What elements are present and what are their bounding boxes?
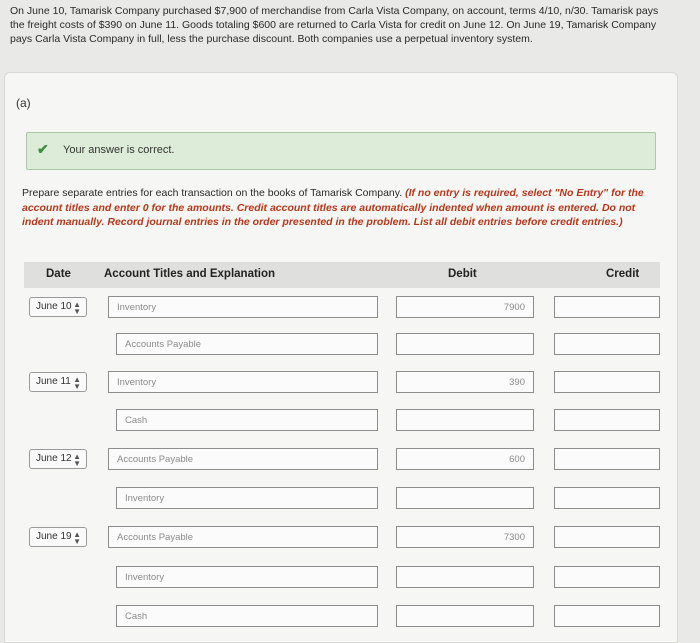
updown-arrows-icon: ▲ ▼ xyxy=(73,530,81,546)
checkmark-icon: ✔ xyxy=(37,141,49,157)
credit-amount-input[interactable] xyxy=(554,566,660,588)
header-credit: Credit xyxy=(606,268,640,280)
updown-arrows-icon: ▲ ▼ xyxy=(73,452,81,468)
account-title-input[interactable]: Inventory xyxy=(108,296,378,318)
date-select-value: June 12 xyxy=(36,453,72,464)
debit-amount-input[interactable]: 600 xyxy=(396,448,534,470)
credit-amount-input[interactable] xyxy=(554,448,660,470)
date-select[interactable] xyxy=(29,372,87,392)
account-title-input[interactable]: Cash xyxy=(116,409,378,431)
updown-arrows-icon: ▲ ▼ xyxy=(73,300,81,316)
date-select-value: June 11 xyxy=(36,376,71,387)
header-date: Date xyxy=(46,268,71,280)
credit-amount-input[interactable] xyxy=(554,296,660,318)
credit-amount-input[interactable] xyxy=(554,605,660,627)
debit-amount-input[interactable] xyxy=(396,566,534,588)
account-title-input[interactable]: Cash xyxy=(116,605,378,627)
date-select-value: June 19 xyxy=(36,531,72,542)
updown-arrows-icon: ▲ ▼ xyxy=(73,375,81,391)
debit-amount-input[interactable]: 390 xyxy=(396,371,534,393)
credit-amount-input[interactable] xyxy=(554,333,660,355)
debit-amount-input[interactable] xyxy=(396,605,534,627)
debit-amount-input[interactable] xyxy=(396,333,534,355)
credit-amount-input[interactable] xyxy=(554,409,660,431)
account-title-input[interactable]: Accounts Payable xyxy=(108,448,378,470)
date-select[interactable] xyxy=(29,449,87,469)
header-debit: Debit xyxy=(448,268,477,280)
answer-status-banner xyxy=(26,132,656,170)
date-select[interactable] xyxy=(29,527,87,547)
credit-amount-input[interactable] xyxy=(554,371,660,393)
account-title-input[interactable]: Inventory xyxy=(116,566,378,588)
debit-amount-input[interactable]: 7900 xyxy=(396,296,534,318)
account-title-input[interactable]: Accounts Payable xyxy=(116,333,378,355)
date-select-value: June 10 xyxy=(36,301,72,312)
debit-amount-input[interactable]: 7300 xyxy=(396,526,534,548)
credit-amount-input[interactable] xyxy=(554,526,660,548)
credit-amount-input[interactable] xyxy=(554,487,660,509)
status-message: Your answer is correct. xyxy=(63,144,175,156)
problem-statement: On June 10, Tamarisk Company purchased $7,900 of merchandise from Carla Vista Company, on account, terms 4/10, n/30. Tamarisk pays the freight costs of $390 on June 11. Goods totaling $600 are returned to Carla Vista for credit on June 12. On June 19, Tamarisk Company pays Carla Vista Company in full, less the purchase discount. Both companies use a perpetual inventory system. xyxy=(10,5,659,45)
instructions-emphasis: (If no entry is required, select "No Entry" for the account titles and enter 0 for the amounts. Credit account titles are automatically indented when amount is entered. Do not indent manually. Record journal entries in the order presented in the problem. List all debit entries before credit entries.) xyxy=(22,187,644,228)
instructions xyxy=(22,186,658,230)
account-title-input[interactable]: Accounts Payable xyxy=(108,526,378,548)
account-title-input[interactable]: Inventory xyxy=(116,487,378,509)
debit-amount-input[interactable] xyxy=(396,487,534,509)
journal-table-header xyxy=(24,262,660,288)
header-account: Account Titles and Explanation xyxy=(104,268,276,280)
instructions-lead: Prepare separate entries for each transaction on the books of Tamarisk Company. xyxy=(22,187,403,199)
date-select[interactable] xyxy=(29,297,87,317)
debit-amount-input[interactable] xyxy=(396,409,534,431)
account-title-input[interactable]: Inventory xyxy=(108,371,378,393)
part-label: (a) xyxy=(16,96,31,110)
